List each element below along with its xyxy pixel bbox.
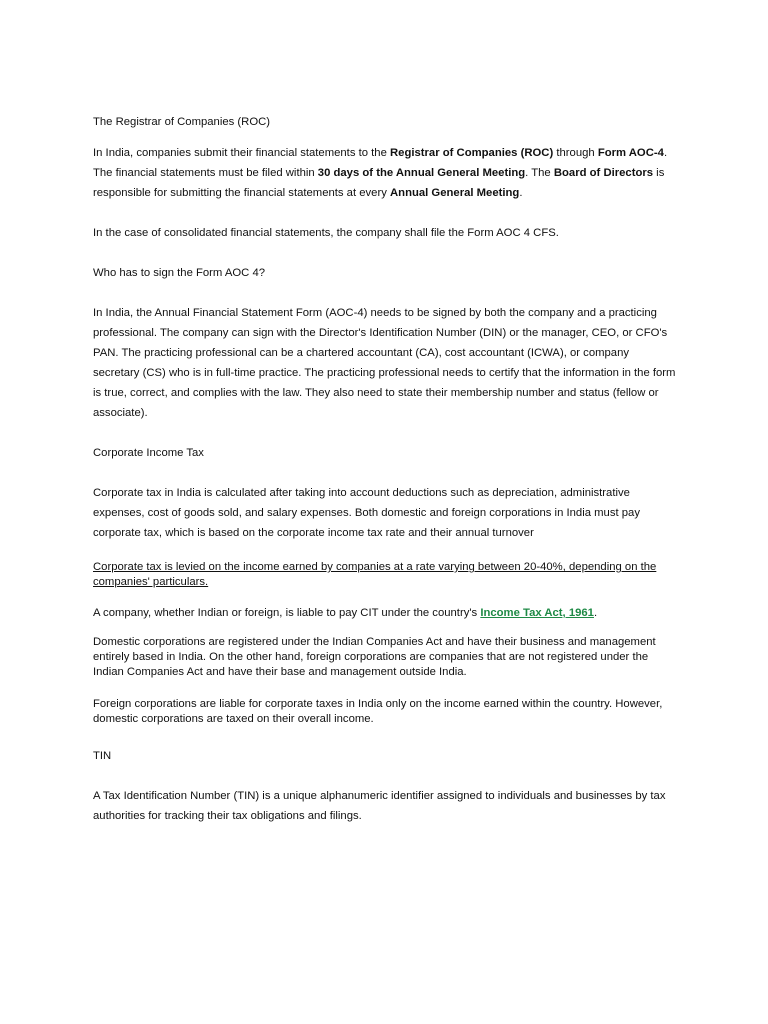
roc-text-6: . (519, 187, 523, 199)
consolidated-paragraph: In the case of consolidated financial statements, the company shall file the Form AOC 4 CFS. (93, 227, 559, 239)
sign-heading: Who has to sign the Form AOC 4? (93, 267, 266, 279)
domestic-paragraph: Domestic corporations are registered under the Indian Companies Act and have their business and management entirely based in India. On the other hand, foreign corporations are companies that are not registered under the Indian Companies Act and have their base and management outside India. (93, 636, 656, 678)
liable-text: A company, whether Indian or foreign, is liable to pay CIT under the country's (93, 607, 481, 619)
cit-heading: Corporate Income Tax (93, 447, 204, 459)
roc-text-4: . The (525, 167, 554, 179)
foreign-paragraph: Foreign corporations are liable for corporate taxes in India only on the income earned within the country. However, domestic corporations are taxed on their overall income. (93, 698, 663, 725)
roc-bold-days: 30 days of the Annual General Meeting (317, 167, 526, 179)
roc-text-3: . The financial statements must be filed within (93, 147, 668, 179)
roc-bold-form: Form AOC-4 (597, 147, 664, 159)
liable-end: . (593, 607, 598, 619)
sign-paragraph: In India, the Annual Financial Statement Form (AOC-4) needs to be signed by both the company and a practicing professional. The company can sign with the Director's Identification Number (DIN) or the manager, CEO, or CFO's PAN. The practicing professional can be a chartered accountant (CA), cost accountant (ICWA), or company secretary (CS) who is in full-time practice. The practicing professional needs to certify that the information in the form is true, correct, and complies with the law. They also need to state their membership number and status (fellow or associate). (93, 307, 676, 419)
roc-paragraph (93, 143, 678, 203)
tin-paragraph: A Tax Identification Number (TIN) is a unique alphanumeric identifier assigned to individuals and businesses by tax authorities for tracking their tax obligations and filings. (93, 790, 666, 822)
levied-paragraph: Corporate tax is levied on the income earned by companies at a rate varying between 20-40%, depending on the companies' particulars. (93, 561, 657, 588)
roc-bold-registrar: Registrar of Companies (ROC) (390, 147, 554, 159)
roc-text-2: through (553, 147, 598, 159)
cit-paragraph: Corporate tax in India is calculated after taking into account deductions such as depreciation, administrative expenses, cost of goods sold, and salary expenses. Both domestic and foreign corporations in India must pay corporate tax, which is based on the corporate income tax rate and their annual turnover (93, 487, 640, 539)
roc-text-5: is responsible for submitting the financial statements at every (93, 167, 665, 199)
document-body (93, 115, 678, 826)
roc-text-1: In India, companies submit their financial statements to the (93, 147, 391, 159)
roc-bold-agm: Annual General Meeting (390, 187, 520, 199)
roc-bold-board: Board of Directors (553, 167, 654, 179)
tin-heading: TIN (93, 750, 112, 762)
income-tax-act-link[interactable]: Income Tax Act, 1961 (480, 607, 594, 619)
liable-paragraph (93, 603, 678, 623)
roc-heading: The Registrar of Companies (ROC) (93, 116, 271, 128)
